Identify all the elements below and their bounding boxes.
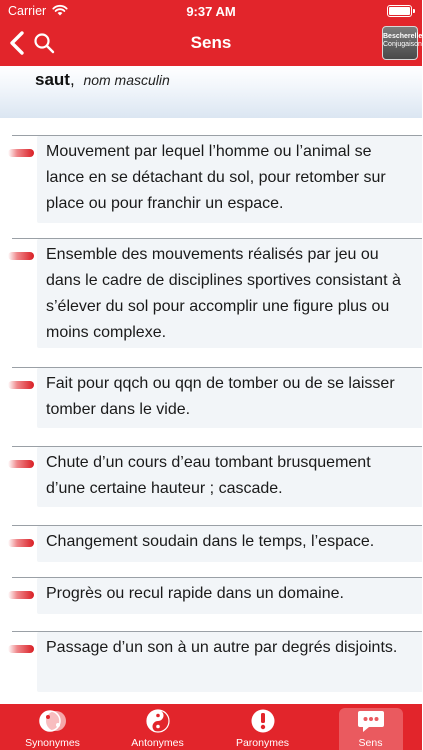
sense-marker-icon xyxy=(8,645,34,653)
status-time: 9:37 AM xyxy=(186,4,236,19)
sense-item[interactable] xyxy=(0,525,422,567)
tab-label: Antonymes xyxy=(131,737,184,749)
sense-marker-icon xyxy=(8,252,34,260)
sense-item[interactable] xyxy=(0,631,422,697)
sense-text: Ensemble des mouvements réalisés par jeu ou dans le cadre de disciplines sportives consistant à s’élever du sol pour accomplir une figure plus ou moins complexe. xyxy=(46,246,401,341)
headword xyxy=(35,70,170,90)
top-bar xyxy=(0,0,422,66)
battery-icon xyxy=(387,5,412,17)
yin-yang-icon xyxy=(144,708,172,734)
sense-text: Chute d’un cours d’eau tombant brusquement d’une certaine hauteur ; cascade. xyxy=(46,454,371,497)
sense-text: Fait pour qqch ou qqn de tomber ou de se laisser tomber dans le vide. xyxy=(46,375,395,418)
sense-item[interactable] xyxy=(0,238,422,356)
status-bar xyxy=(0,0,422,22)
tab-label: Paronymes xyxy=(235,737,290,749)
speech-bubble-icon xyxy=(357,708,385,734)
sense-item[interactable] xyxy=(0,135,422,227)
sense-marker-icon xyxy=(8,591,34,599)
sense-marker-icon xyxy=(8,539,34,547)
bescherelle-logo[interactable] xyxy=(382,26,423,60)
sense-marker-icon xyxy=(8,149,34,157)
headword-term: saut xyxy=(35,70,70,89)
synonyms-icon xyxy=(39,708,67,734)
headword-comma: , xyxy=(69,70,75,89)
sense-text: Mouvement par lequel l’homme ou l’animal se lance en se détachant du sol, pour retomber sur place ou pour franchir un espace. xyxy=(46,143,386,212)
part-of-speech: nom masculin xyxy=(83,72,170,88)
tab-synonymes[interactable] xyxy=(0,704,105,750)
sense-item[interactable] xyxy=(0,367,422,433)
sense-marker-icon xyxy=(8,460,34,468)
logo-text-2: Conjugaison xyxy=(383,41,422,48)
tab-label: Synonymes xyxy=(25,737,80,749)
sense-text: Passage d’un son à un autre par degrés disjoints. xyxy=(46,639,398,656)
sense-item[interactable] xyxy=(0,577,422,619)
exclamation-icon xyxy=(249,708,277,734)
page-title: Sens xyxy=(190,33,232,52)
tab-bar xyxy=(0,704,422,750)
tab-sens[interactable] xyxy=(318,704,423,750)
sense-text: Changement soudain dans le temps, l’espace. xyxy=(46,533,375,550)
carrier-label: Carrier xyxy=(8,4,47,18)
logo-text-1: Bescherelle xyxy=(383,33,423,40)
tab-label: Sens xyxy=(358,737,383,749)
sense-text: Progrès ou recul rapide dans un domaine. xyxy=(46,585,344,602)
sense-item[interactable] xyxy=(0,446,422,512)
tab-paronymes[interactable] xyxy=(210,704,315,750)
tab-antonymes[interactable] xyxy=(105,704,210,750)
sense-marker-icon xyxy=(8,381,34,389)
